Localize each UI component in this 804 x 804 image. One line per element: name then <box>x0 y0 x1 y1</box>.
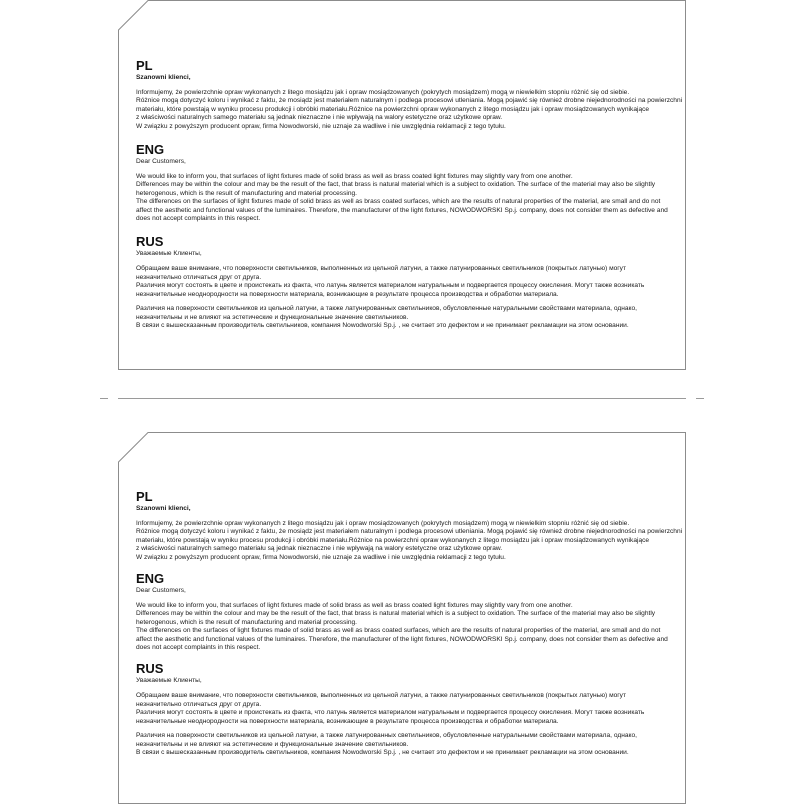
text-line: heterogenous, which is the result of manufacturing and material processing. <box>136 189 358 197</box>
text-line: Differences may be within the colour and may be the result of the fact, that brass is natural material which is a subject to oxidation. The surface of the material may also be slightly <box>136 181 656 189</box>
card-content <box>136 490 684 757</box>
text-line: affect the aesthetic and functional values of the luminaires. Therefore, the manufacturer of the light fixtures, NOWODWORSKI Sp.j. company, does not consider them as defective and <box>136 206 668 214</box>
text-line: В связи с вышесказанным производитель светильников, компания Nowodworski Sp.j. , не считает это дефектом и не принимает рекламации на этом основании. <box>136 321 629 329</box>
text-line: В связи с вышесказанным производитель светильников, компания Nowodworski Sp.j. , не считает это дефектом и не принимает рекламации на этом основании. <box>136 748 629 756</box>
text-line: Обращаем ваше внимание, что поверхности светильников, выполненных из цельной латуни, а также латунированных светильников (покрытых латунью) могут <box>136 265 627 273</box>
section-pl <box>136 59 684 131</box>
text-line: We would like to inform you, that surfaces of light fixtures made of solid brass as well as brass coated light fixtures may slightly vary from one another. <box>136 602 573 610</box>
text-line: Обращаем ваше внимание, что поверхности светильников, выполненных из цельной латуни, а также латунированных светильников (покрытых латунью) могут <box>136 692 627 700</box>
text-line: z właściwości naturalnych samego materiału są jednak nieznaczne i nie wpływają na walory estetyczne oraz użytkowe opraw. <box>136 545 503 553</box>
text-line: Różnice mogą dotyczyć koloru i wynikać z faktu, że mosiądz jest materiałem naturalnym i podlega procesowi utleniania. Mogą pojawić się również drobne niejednorodności na powierzchni <box>136 97 683 105</box>
text-line: materiału, które powstają w wyniku procesu produkcji i obróbki materiału.Różnice na powierzchni opraw wykonanych z litego mosiądzu jak i opraw mosiądzowanych wynikające <box>136 105 650 113</box>
section-lang-label: RUS <box>136 234 164 250</box>
text-line: Informujemy, że powierzchnie opraw wykonanych z litego mosiądzu jak i opraw mosiądzowanych (pokrytych mosiądzem) mogą w niewielkim stopniu różnić się od siebie. <box>136 89 630 96</box>
text-line: The differences on the surfaces of light fixtures made of solid brass as well as brass coated surfaces, which are the results of natural properties of the material, are small and do not <box>136 627 661 635</box>
text-line: We would like to inform you, that surfaces of light fixtures made of solid brass as well as brass coated light fixtures may slightly vary from one another. <box>136 173 573 181</box>
text-line: Различия на поверхности светильников из цельной латуни, а также латунированных светильников, обусловленные натуральными свойствами материала, однако, <box>136 305 637 313</box>
text-line: Informujemy, że powierzchnie opraw wykonanych z litego mosiądzu jak i opraw mosiądzowanych (pokrytych mosiądzem) mogą w niewielkim stopniu różnić się od siebie. <box>136 520 630 527</box>
section-greeting: Dear Customers, <box>136 587 186 595</box>
text-line: heterogenous, which is the result of manufacturing and material processing. <box>136 618 358 626</box>
text-line: незначительные неоднородности на поверхности материала, возникающие в результате процесса производства и обработки материала. <box>136 290 559 298</box>
text-line: Różnice mogą dotyczyć koloru i wynikać z faktu, że mosiądz jest materiałem naturalnym i podlega procesowi utleniania. Mogą pojawić się również drobne niejednorodności na powierzchni <box>136 528 683 536</box>
section-greeting: Szanowni klienci, <box>136 74 191 81</box>
text-line: z właściwości naturalnych samego materiału są jednak nieznaczne i nie wpływają na walory estetyczne oraz użytkowe opraw. <box>136 114 503 122</box>
section-greeting: Szanowni klienci, <box>136 505 191 512</box>
text-line: незначительные неоднородности на поверхности материала, возникающие в результате процесса производства и обработки материала. <box>136 717 559 725</box>
text-line: незначительно отличаться друг от друга. <box>136 273 262 281</box>
section-lang-label: ENG <box>136 571 165 587</box>
text-line: Differences may be within the colour and may be the result of the fact, that brass is natural material which is a subject to oxidation. The surface of the material may also be slightly <box>136 610 656 618</box>
cut-mark-left <box>100 398 108 399</box>
text-line: незначительно отличаться друг от друга. <box>136 700 262 708</box>
text-line: affect the aesthetic and functional values of the luminaires. Therefore, the manufacturer of the light fixtures, NOWODWORSKI Sp.j. company, does not consider them as defective and <box>136 635 668 643</box>
cut-line <box>118 398 686 399</box>
text-line: незначительны и не влияют на эстетические и функциональные значение светильников. <box>136 313 409 321</box>
text-line: does not accept complaints in this respect. <box>136 644 261 652</box>
section-eng <box>136 572 684 652</box>
text-line: незначительны и не влияют на эстетические и функциональные значение светильников. <box>136 740 409 748</box>
section-pl <box>136 490 684 562</box>
section-greeting: Уважаемые Клиенты, <box>136 250 202 258</box>
section-greeting: Dear Customers, <box>136 158 186 166</box>
section-rus <box>136 235 684 330</box>
section-lang-label: PL <box>136 58 153 73</box>
notice-card-1 <box>118 0 686 370</box>
section-greeting: Уважаемые Клиенты, <box>136 677 202 685</box>
text-line: W związku z powyższym producent opraw, firma Nowodworski, nie uznaje za wadliwe i nie uwzględnia reklamacji z tego tytułu. <box>136 553 506 561</box>
cut-mark-right <box>696 398 704 399</box>
text-line: W związku z powyższym producent opraw, firma Nowodworski, nie uznaje za wadliwe i nie uwzględnia reklamacji z tego tytułu. <box>136 122 506 130</box>
text-line: The differences on the surfaces of light fixtures made of solid brass as well as brass coated surfaces, which are the results of natural properties of the material, are small and do not <box>136 198 661 206</box>
section-lang-label: ENG <box>136 142 165 158</box>
section-eng <box>136 143 684 223</box>
text-line: Различия на поверхности светильников из цельной латуни, а также латунированных светильников, обусловленные натуральными свойствами материала, однако, <box>136 732 637 740</box>
card-content <box>136 59 684 330</box>
section-rus <box>136 662 684 757</box>
text-line: does not accept complaints in this respect. <box>136 215 261 223</box>
text-line: Различия могут состоять в цвете и проистекать из факта, что латунь является материалом натуральным и подвергается процессу окисления. Могут также возникать <box>136 282 645 290</box>
notice-card-2 <box>118 432 686 804</box>
text-line: materiału, które powstają w wyniku procesu produkcji i obróbki materiału.Różnice na powierzchni opraw wykonanych z litego mosiądzu jak i opraw mosiądzowanych wynikające <box>136 536 650 544</box>
section-lang-label: PL <box>136 489 153 504</box>
section-lang-label: RUS <box>136 661 164 677</box>
text-line: Различия могут состоять в цвете и проистекать из факта, что латунь является материалом натуральным и подвергается процессу окисления. Могут также возникать <box>136 709 645 717</box>
